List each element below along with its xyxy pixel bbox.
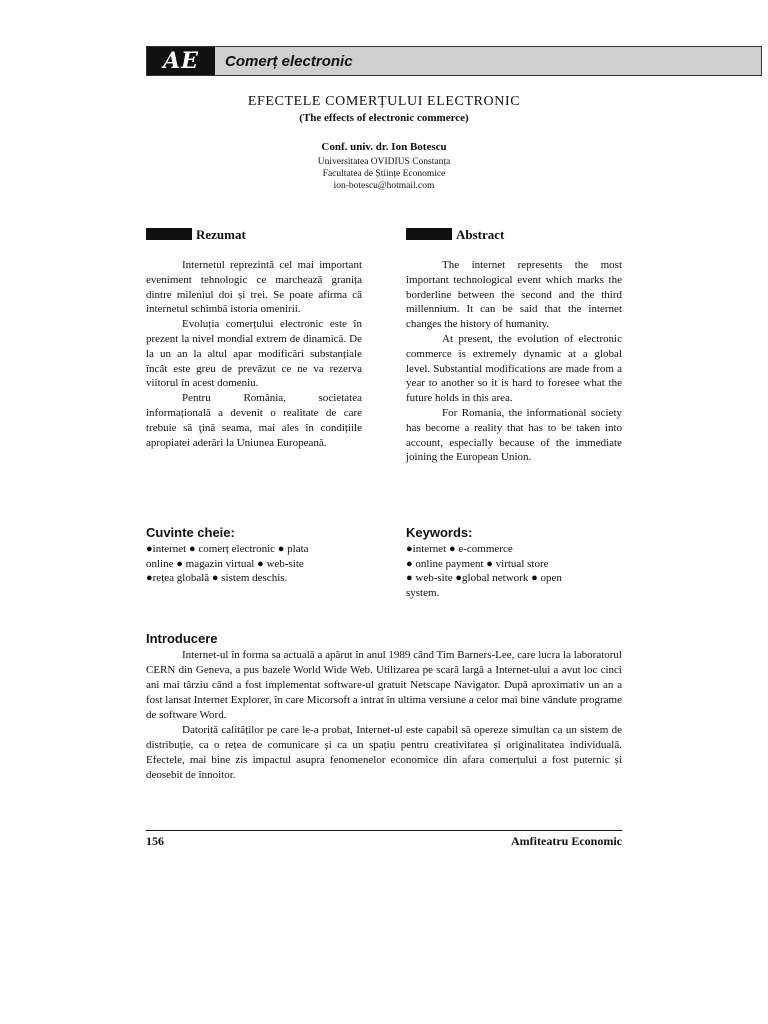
cuvinte-cheie-list: [146, 542, 366, 586]
rezumat-paragraph: Evoluția comerțului electronic este în prezent la nivel mondial extrem de dinamică. De la un an la altul apar modificări substanțiale încât este greu de prevăzut ce ne va rezerva viitorul în acest domeniu.: [146, 318, 362, 390]
journal-name: Amfiteatru Economic: [511, 834, 622, 848]
author-email: ion-botescu@hotmail.com: [333, 181, 435, 191]
page-number: 156: [146, 834, 164, 848]
rezumat-heading-text: Rezumat: [196, 227, 246, 242]
abstract-paragraph: For Romania, the informational society has become a reality that has to be taken into account, especially because of the immediate joining the European Union.: [406, 406, 622, 464]
rezumat-paragraph: Pentru România, societatea informațională a devenit o realitate de care trebuie să ţină seama, mai ales în condițiile apropiatei aderări la Uniunea Europeană.: [146, 392, 362, 449]
keyword-line: system.: [406, 586, 440, 599]
section-title: Comerț electronic: [225, 53, 353, 70]
abstract-heading-text: Abstract: [456, 227, 505, 242]
abstract-paragraph: At present, the evolution of electronic commerce is extremely dynamic at a global level. Substantial modifications are made from a year to another so it is hard to foresee what the future holds in this area.: [406, 332, 622, 405]
article-subtitle: (The effects of electronic commerce): [299, 112, 469, 124]
heading-marker: [146, 228, 192, 240]
introducere-body: [146, 648, 622, 783]
introducere-heading: Introducere: [146, 631, 218, 646]
keyword-line: ●internet ● comerț electronic ● plata: [146, 543, 309, 555]
keywords-heading: Keywords:: [406, 525, 473, 540]
abstract-heading: [406, 228, 504, 242]
journal-logo: AE: [147, 47, 215, 75]
article-title: EFECTELE COMERȚULUI ELECTRONIC: [247, 94, 521, 109]
keyword-line: ● online payment ● virtual store: [406, 557, 549, 570]
affiliation-university: Universitatea OVIDIUS Constanța: [317, 157, 451, 167]
cuvinte-cheie-heading: Cuvinte cheie:: [146, 525, 235, 540]
rezumat-heading: [146, 228, 246, 242]
article-author: Conf. univ. dr. Ion Botescu: [321, 141, 447, 153]
rezumat-body: [146, 258, 362, 450]
keyword-line: ●internet ● e-commerce: [406, 543, 513, 555]
intro-paragraph: Datorită calităților pe care le-a probat, Internet-ul este capabil să opereze simultan ca un sistem de distribuție, ca o rețea de comunicare și ca un spațiu pentru creativitatea și originalitatea individuală. Efectele, mai bine zis impactul asupra fenomenelor economice din afara comerțului a fost puternic și deosebit de înnoitor.: [146, 724, 622, 781]
abstract-body: [406, 258, 622, 465]
journal-header: [146, 46, 762, 76]
intro-paragraph: Internet-ul în forma sa actuală a apărut în anul 1989 când Tim Barners-Lee, care lucra la laboratorul CERN din Geneva, a pus bazele World Wide Web. Utilizarea pe scară largă a Internet-ului a avut loc cinci ani mai târziu când a fost implementat software-ul gratuit Netscape Navigator. După aproximativ un an a fost lansat Internet Explorer, în care Micorsoft a intrat în ultima versiune a celor mai bine vândute programe de software Word.: [146, 649, 622, 721]
abstract-paragraph: The internet represents the most important technological event which marks the borderline between the second and the third millennium. It can be said that the internet changes the history of humanity.: [406, 259, 622, 331]
footer-divider: [146, 830, 622, 831]
keywords-list: [406, 542, 626, 600]
keyword-line: ● web-site ●global network ● open: [406, 572, 562, 585]
affiliation-faculty: Facultatea de Științe Economice: [322, 169, 446, 179]
keyword-line: online ● magazin virtual ● web-site: [146, 557, 304, 570]
rezumat-paragraph: Internetul reprezintă cel mai important eveniment tehnologic ce marchează granița dintre mileniul doi și trei. Se poate afirma că internetul schimbă istoria omenirii.: [146, 259, 362, 316]
heading-marker: [406, 228, 452, 240]
keyword-line: ●rețea globală ● sistem deschis.: [146, 572, 288, 585]
